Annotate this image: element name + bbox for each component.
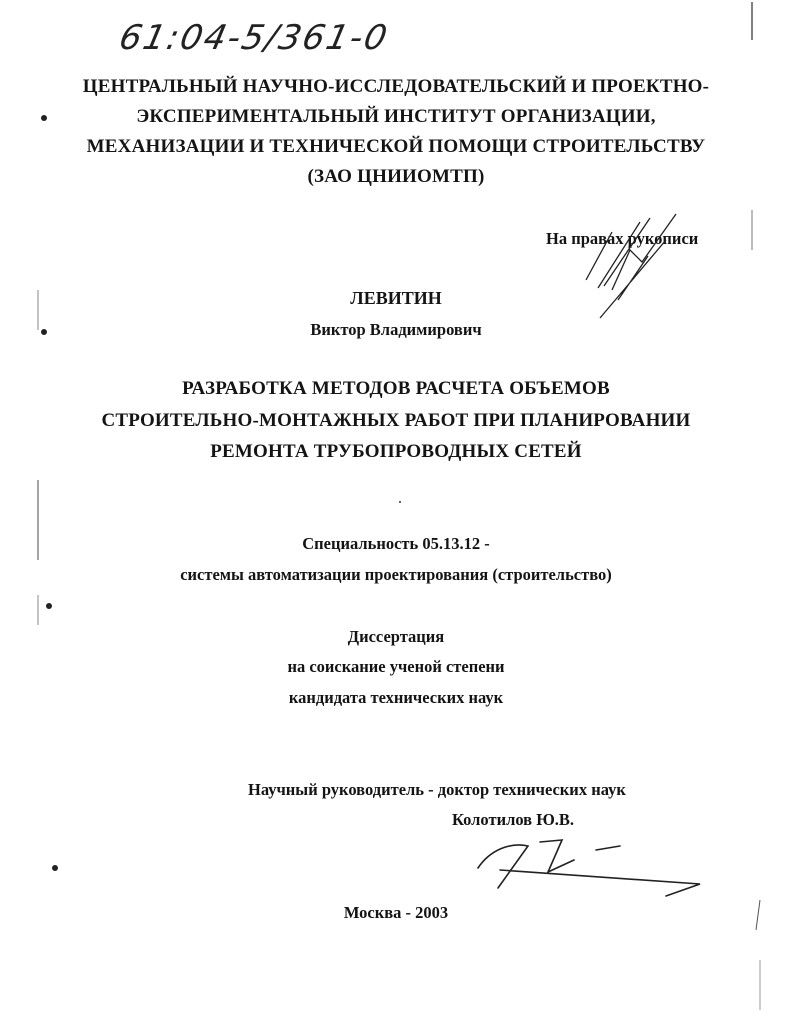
institute-line-1: ЦЕНТРАЛЬНЫЙ НАУЧНО-ИССЛЕДОВАТЕЛЬСКИЙ И ПРОЕКТНО- xyxy=(82,76,710,97)
title-line-3: РЕМОНТА ТРУБОПРОВОДНЫХ СЕТЕЙ xyxy=(210,441,582,462)
dissertation-line-3: кандидата технических наук xyxy=(288,688,504,707)
author-given-names: Виктор Владимирович xyxy=(310,320,482,339)
supervisor-name: Колотилов Ю.В. xyxy=(452,810,575,829)
institute-abbrev: (ЗАО ЦНИИОМТП) xyxy=(307,166,485,187)
specialty-line-1: Специальность 05.13.12 - xyxy=(302,534,490,553)
rights-note: На правах рукописи xyxy=(546,229,699,248)
institute-line-3: МЕХАНИЗАЦИИ И ТЕХНИЧЕСКОЙ ПОМОЩИ СТРОИТЕЛЬСТВУ xyxy=(86,136,706,157)
place-year: Москва - 2003 xyxy=(343,903,449,922)
dissertation-line-1: Диссертация xyxy=(347,627,445,646)
dissertation-line-2: на соискание ученой степени xyxy=(287,657,505,676)
author-surname: ЛЕВИТИН xyxy=(350,288,442,308)
title-line-2: СТРОИТЕЛЬНО-МОНТАЖНЫХ РАБОТ ПРИ ПЛАНИРОВАНИИ xyxy=(101,410,691,431)
title-line-1: РАЗРАБОТКА МЕТОДОВ РАСЧЕТА ОБЪЕМОВ xyxy=(182,378,610,399)
institute-line-2: ЭКСПЕРИМЕНТАЛЬНЫЙ ИНСТИТУТ ОРГАНИЗАЦИИ, xyxy=(136,106,656,127)
handwritten-archive-number: 61:04-5/361-0 xyxy=(115,18,393,58)
specialty-line-2: системы автоматизации проектирования (строительство) xyxy=(180,565,612,584)
supervisor-role: Научный руководитель - доктор технических наук xyxy=(248,780,626,799)
